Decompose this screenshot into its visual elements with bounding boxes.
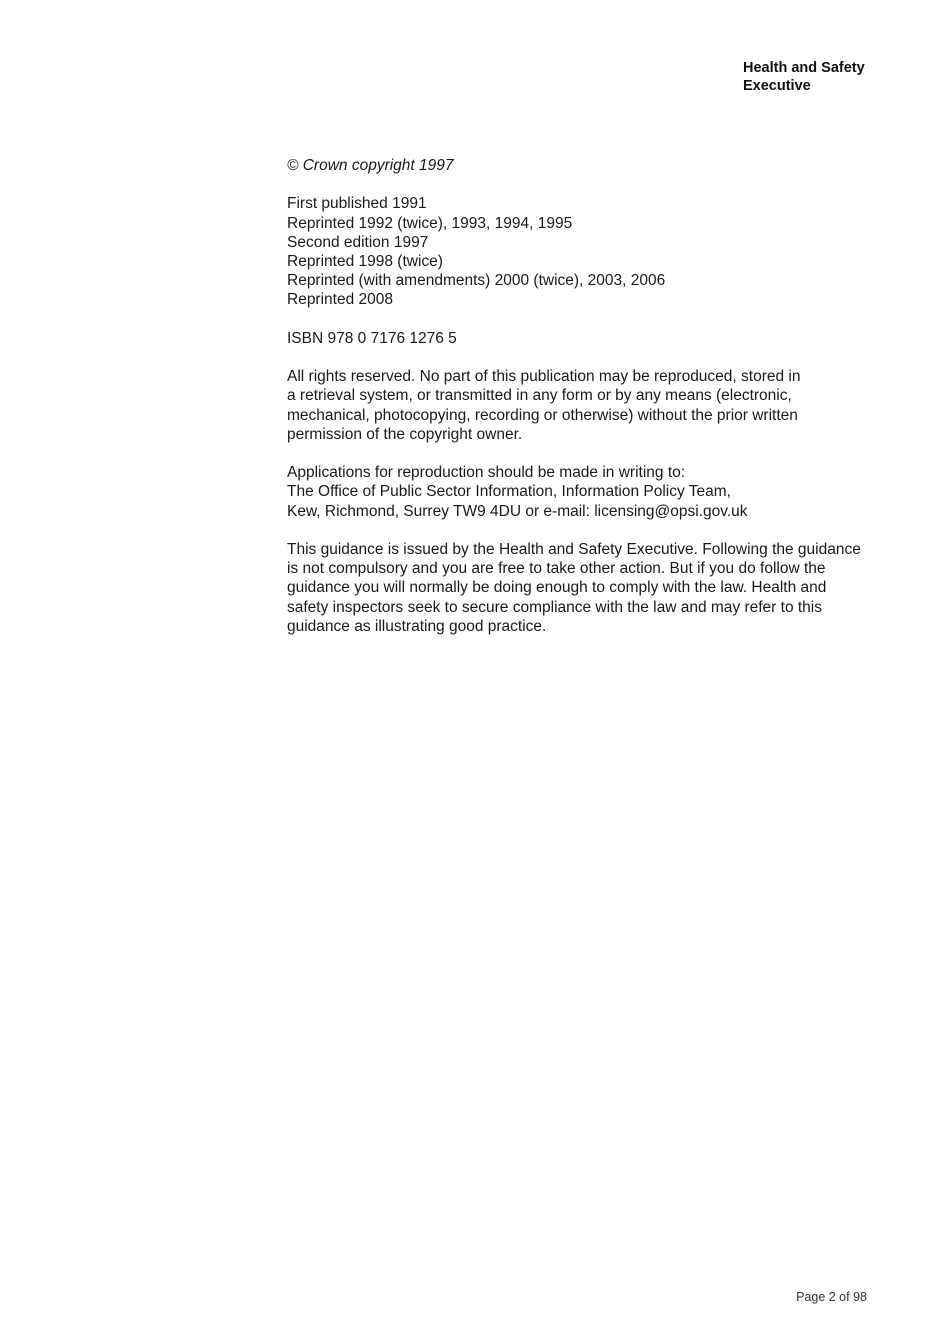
applications-line: Kew, Richmond, Surrey TW9 4DU or e-mail: licensing@opsi.gov.uk — [287, 502, 748, 520]
history-line: Reprinted (with amendments) 2000 (twice), 2003, 2006 — [287, 272, 666, 290]
rights-line: All rights reserved. No part of this publication may be reproduced, stored in — [287, 368, 801, 386]
page-number: Page 2 of 98 — [796, 1290, 867, 1304]
rights-line: permission of the copyright owner. — [287, 425, 523, 443]
applications-line: Applications for reproduction should be made in writing to: — [287, 464, 686, 482]
organisation-name-line-2: Executive — [743, 78, 811, 94]
publication-history — [287, 194, 887, 309]
rights-statement — [287, 367, 887, 444]
copyright-notice: © Crown copyright 1997 — [287, 157, 454, 174]
reproduction-applications — [287, 463, 887, 521]
history-line: Reprinted 2008 — [287, 291, 393, 309]
rights-line: a retrieval system, or transmitted in any form or by any means (electronic, — [287, 387, 792, 405]
guidance-line: guidance as illustrating good practice. — [287, 617, 547, 635]
imprint-content — [287, 156, 887, 655]
guidance-line: is not compulsory and you are free to take other action. But if you do follow the — [287, 560, 826, 578]
applications-line: The Office of Public Sector Information, Information Policy Team, — [287, 483, 731, 501]
guidance-statement — [287, 540, 887, 636]
guidance-line: This guidance is issued by the Health and Safety Executive. Following the guidance — [287, 540, 861, 558]
organisation-header — [743, 59, 865, 95]
history-line: Reprinted 1998 (twice) — [287, 253, 443, 270]
history-line: Second edition 1997 — [287, 233, 429, 251]
guidance-line: guidance you will normally be doing enough to comply with the law. Health and — [287, 579, 827, 597]
history-line: First published 1991 — [287, 195, 427, 213]
organisation-name-line-1: Health and Safety — [743, 60, 865, 76]
history-line: Reprinted 1992 (twice), 1993, 1994, 1995 — [287, 214, 573, 232]
isbn: ISBN 978 0 7176 1276 5 — [287, 329, 457, 347]
rights-line: mechanical, photocopying, recording or otherwise) without the prior written — [287, 406, 798, 424]
guidance-line: safety inspectors seek to secure compliance with the law and may refer to this — [287, 598, 822, 616]
